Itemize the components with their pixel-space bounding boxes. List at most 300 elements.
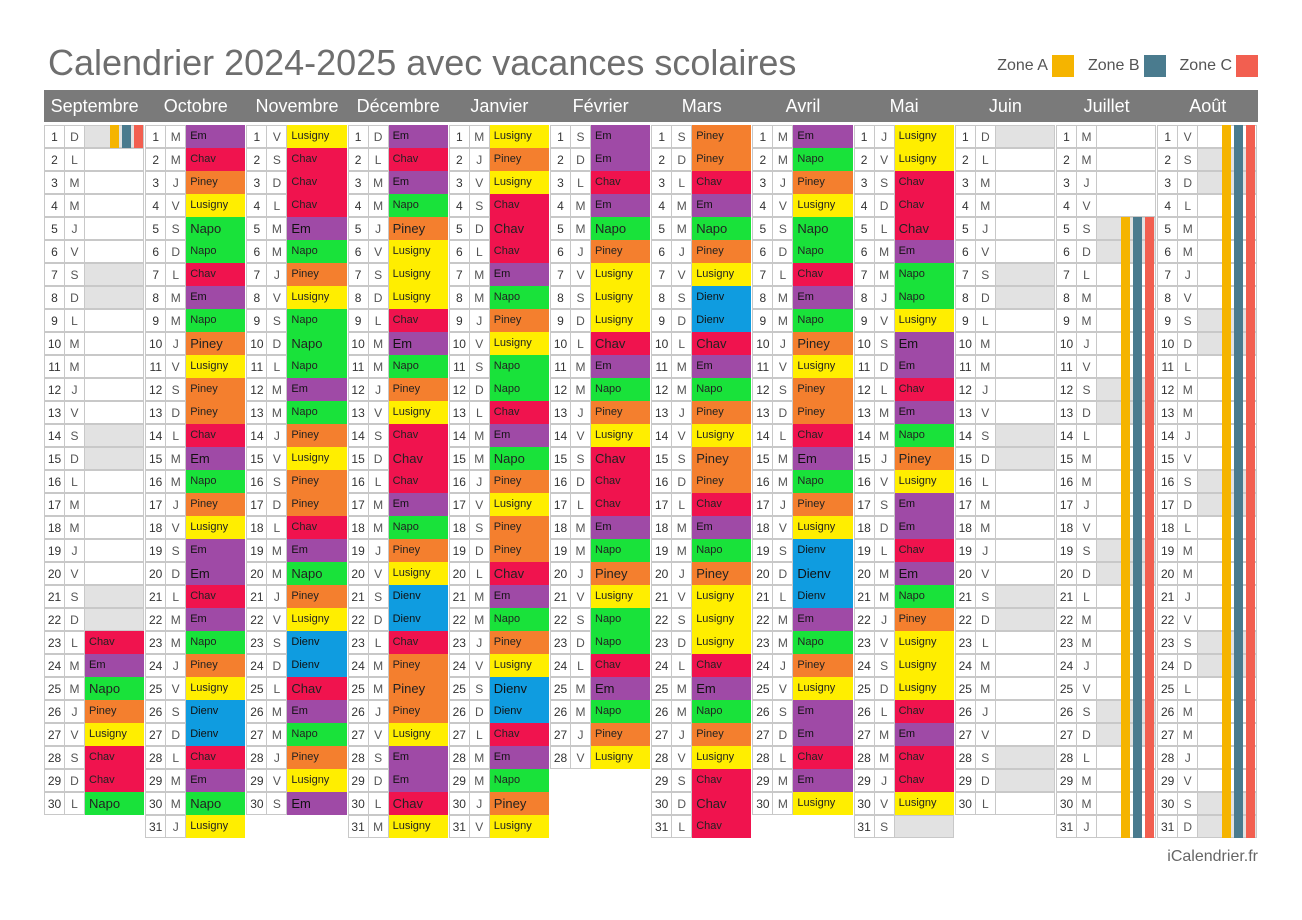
day-number: 19	[854, 539, 875, 562]
day-letter: J	[672, 723, 692, 746]
day-number: 3	[246, 171, 267, 194]
day-event: Chav	[591, 493, 650, 516]
day-letter: L	[976, 470, 996, 493]
day-number: 11	[246, 355, 267, 378]
day-event: Dienv	[389, 608, 448, 631]
day-number: 8	[752, 286, 773, 309]
day-number: 4	[348, 194, 369, 217]
day-event: Lusigny	[692, 585, 751, 608]
day-letter: S	[1077, 217, 1097, 240]
day-event: Piney	[389, 700, 448, 723]
day-letter: J	[1178, 424, 1198, 447]
day-number: 27	[955, 723, 976, 746]
day-letter: M	[369, 654, 389, 677]
day-number: 24	[246, 654, 267, 677]
day-event: Napo	[186, 792, 245, 815]
day-event: Lusigny	[895, 309, 954, 332]
day-number: 9	[1157, 309, 1178, 332]
day-number: 3	[449, 171, 470, 194]
day-event: Piney	[287, 585, 346, 608]
day-number: 7	[449, 263, 470, 286]
day-letter: M	[672, 516, 692, 539]
day-letter: S	[470, 194, 490, 217]
day-number: 12	[854, 378, 875, 401]
day-number: 24	[955, 654, 976, 677]
day-letter: L	[166, 263, 186, 286]
day-number: 25	[752, 677, 773, 700]
day-letter: V	[571, 424, 591, 447]
day-number: 27	[854, 723, 875, 746]
day-letter: D	[773, 401, 793, 424]
day-event: Lusigny	[490, 125, 549, 148]
day-letter: L	[65, 309, 85, 332]
day-number: 21	[955, 585, 976, 608]
day-event: Em	[85, 654, 144, 677]
day-letter: S	[1077, 700, 1097, 723]
day-empty	[996, 792, 1055, 815]
day-event: Em	[287, 217, 346, 240]
day-letter: L	[1178, 677, 1198, 700]
day-number: 23	[449, 631, 470, 654]
day-letter: V	[267, 286, 287, 309]
day-number: 28	[348, 746, 369, 769]
day-number: 20	[449, 562, 470, 585]
day-number: 18	[854, 516, 875, 539]
day-number: 5	[44, 217, 65, 240]
day-number: 15	[44, 447, 65, 470]
day-letter: D	[65, 286, 85, 309]
day-number: 10	[44, 332, 65, 355]
day-empty	[996, 746, 1055, 769]
day-number: 2	[1157, 148, 1178, 171]
day-number: 10	[1157, 332, 1178, 355]
day-letter: L	[369, 792, 389, 815]
day-number: 23	[1157, 631, 1178, 654]
day-event: Em	[793, 286, 852, 309]
day-empty	[996, 263, 1055, 286]
day-number: 27	[1056, 723, 1077, 746]
day-empty	[85, 562, 144, 585]
day-number: 18	[44, 516, 65, 539]
day-event: Piney	[186, 493, 245, 516]
day-number: 7	[1157, 263, 1178, 286]
day-letter: V	[65, 240, 85, 263]
day-letter: M	[1077, 792, 1097, 815]
day-letter: S	[1178, 470, 1198, 493]
day-number: 2	[145, 148, 166, 171]
day-event: Chav	[389, 447, 448, 470]
day-letter: J	[470, 792, 490, 815]
day-number: 30	[854, 792, 875, 815]
day-letter: M	[976, 171, 996, 194]
day-letter: M	[773, 470, 793, 493]
day-empty	[996, 332, 1055, 355]
day-number: 10	[145, 332, 166, 355]
day-letter: V	[65, 401, 85, 424]
day-number: 26	[955, 700, 976, 723]
day-number: 2	[651, 148, 672, 171]
day-number: 21	[752, 585, 773, 608]
day-event: Napo	[692, 700, 751, 723]
day-letter: V	[1077, 194, 1097, 217]
day-number: 27	[348, 723, 369, 746]
day-event: Dienv	[287, 654, 346, 677]
day-letter: M	[1178, 700, 1198, 723]
day-number: 11	[955, 355, 976, 378]
day-event: Lusigny	[186, 516, 245, 539]
day-number: 5	[145, 217, 166, 240]
day-number: 15	[955, 447, 976, 470]
day-number: 18	[1056, 516, 1077, 539]
day-number: 14	[348, 424, 369, 447]
day-empty	[996, 240, 1055, 263]
day-event: Lusigny	[793, 194, 852, 217]
day-event: Chav	[490, 194, 549, 217]
day-letter: M	[470, 746, 490, 769]
day-event: Napo	[895, 263, 954, 286]
day-letter: D	[166, 723, 186, 746]
day-number: 11	[449, 355, 470, 378]
day-number: 28	[1157, 746, 1178, 769]
day-letter: L	[571, 171, 591, 194]
day-letter: S	[267, 470, 287, 493]
day-letter: D	[267, 654, 287, 677]
day-number: 18	[145, 516, 166, 539]
day-letter: M	[267, 240, 287, 263]
day-event: Em	[591, 148, 650, 171]
day-event: Lusigny	[287, 608, 346, 631]
day-letter: M	[65, 516, 85, 539]
day-letter: L	[267, 355, 287, 378]
day-event: Chav	[591, 171, 650, 194]
day-letter: M	[166, 470, 186, 493]
day-letter: M	[875, 240, 895, 263]
day-event: Dienv	[692, 309, 751, 332]
day-event: Chav	[895, 769, 954, 792]
day-number: 1	[246, 125, 267, 148]
day-event: Napo	[793, 217, 852, 240]
day-empty	[85, 332, 144, 355]
day-event: Em	[490, 263, 549, 286]
day-letter: J	[571, 240, 591, 263]
day-letter: M	[773, 148, 793, 171]
day-event: Piney	[591, 723, 650, 746]
day-number: 29	[449, 769, 470, 792]
day-letter: D	[773, 723, 793, 746]
day-letter: J	[571, 401, 591, 424]
day-letter: M	[1077, 286, 1097, 309]
day-letter: L	[369, 309, 389, 332]
day-letter: J	[369, 700, 389, 723]
day-event: Chav	[490, 401, 549, 424]
day-number: 2	[449, 148, 470, 171]
day-event: Chav	[591, 470, 650, 493]
day-number: 29	[955, 769, 976, 792]
day-event: Lusigny	[591, 424, 650, 447]
day-event: Em	[591, 677, 650, 700]
day-event: Piney	[591, 401, 650, 424]
day-letter: M	[571, 378, 591, 401]
day-letter: V	[470, 815, 490, 838]
day-event: Piney	[692, 240, 751, 263]
day-letter: M	[267, 378, 287, 401]
day-letter: M	[369, 355, 389, 378]
day-number: 18	[449, 516, 470, 539]
day-number: 1	[44, 125, 65, 148]
day-empty	[996, 447, 1055, 470]
day-event: Lusigny	[793, 516, 852, 539]
day-number: 24	[550, 654, 571, 677]
day-event: Lusigny	[895, 792, 954, 815]
day-letter: M	[470, 424, 490, 447]
day-number: 28	[44, 746, 65, 769]
day-event: Piney	[287, 263, 346, 286]
day-number: 8	[145, 286, 166, 309]
day-event: Chav	[895, 217, 954, 240]
day-letter: L	[369, 148, 389, 171]
day-number: 30	[752, 792, 773, 815]
day-event: Lusigny	[793, 355, 852, 378]
day-number: 26	[752, 700, 773, 723]
day-number: 14	[145, 424, 166, 447]
day-empty	[996, 631, 1055, 654]
day-letter: D	[166, 562, 186, 585]
day-letter: L	[875, 378, 895, 401]
day-letter: S	[571, 286, 591, 309]
day-event: Dienv	[793, 539, 852, 562]
month-header: Novembre	[255, 96, 339, 116]
day-number: 12	[651, 378, 672, 401]
day-letter: J	[470, 148, 490, 171]
day-number: 8	[348, 286, 369, 309]
day-event: Em	[389, 171, 448, 194]
day-number: 17	[44, 493, 65, 516]
day-number: 18	[348, 516, 369, 539]
day-number: 11	[44, 355, 65, 378]
day-letter: J	[1178, 746, 1198, 769]
day-number: 16	[955, 470, 976, 493]
day-letter: M	[976, 194, 996, 217]
day-letter: L	[65, 470, 85, 493]
day-letter: S	[369, 746, 389, 769]
day-number: 30	[1157, 792, 1178, 815]
day-event: Lusigny	[186, 677, 245, 700]
day-letter: L	[267, 516, 287, 539]
day-letter: D	[470, 378, 490, 401]
day-letter: S	[672, 608, 692, 631]
day-number: 19	[752, 539, 773, 562]
day-letter: M	[267, 217, 287, 240]
day-number: 30	[651, 792, 672, 815]
day-event: Chav	[692, 769, 751, 792]
month-header: Octobre	[163, 96, 228, 116]
day-event: Em	[591, 516, 650, 539]
day-letter: L	[672, 654, 692, 677]
day-number: 26	[44, 700, 65, 723]
day-empty	[996, 355, 1055, 378]
day-letter: S	[773, 539, 793, 562]
day-letter: M	[672, 539, 692, 562]
day-letter: L	[672, 171, 692, 194]
day-letter: J	[267, 263, 287, 286]
day-letter: M	[1077, 125, 1097, 148]
day-number: 20	[1157, 562, 1178, 585]
day-letter: M	[875, 401, 895, 424]
day-letter: J	[470, 309, 490, 332]
day-event: Lusigny	[591, 263, 650, 286]
day-event: Lusigny	[490, 171, 549, 194]
day-number: 16	[1056, 470, 1077, 493]
day-letter: J	[571, 562, 591, 585]
day-letter: M	[369, 516, 389, 539]
day-number: 17	[955, 493, 976, 516]
day-event: Em	[186, 769, 245, 792]
day-number: 27	[752, 723, 773, 746]
day-letter: J	[1077, 493, 1097, 516]
day-letter: S	[672, 769, 692, 792]
day-number: 6	[449, 240, 470, 263]
day-letter: V	[65, 723, 85, 746]
day-letter: J	[166, 332, 186, 355]
day-event: Napo	[793, 631, 852, 654]
day-number: 23	[348, 631, 369, 654]
day-event: Piney	[186, 401, 245, 424]
day-number: 28	[651, 746, 672, 769]
day-letter: S	[369, 424, 389, 447]
zone-legend	[997, 55, 1258, 77]
day-letter: J	[672, 240, 692, 263]
day-letter: M	[773, 792, 793, 815]
day-letter: D	[875, 677, 895, 700]
day-number: 17	[752, 493, 773, 516]
day-letter: M	[470, 125, 490, 148]
day-number: 5	[1056, 217, 1077, 240]
day-letter: L	[571, 654, 591, 677]
day-empty	[85, 585, 144, 608]
day-number: 28	[1056, 746, 1077, 769]
day-number: 29	[44, 769, 65, 792]
day-event: Lusigny	[591, 286, 650, 309]
holiday-stripe-zone-b	[1234, 125, 1243, 838]
day-letter: M	[1178, 240, 1198, 263]
day-number: 18	[651, 516, 672, 539]
day-event: Piney	[287, 470, 346, 493]
day-number: 30	[145, 792, 166, 815]
day-letter: S	[470, 355, 490, 378]
day-event: Chav	[692, 815, 751, 838]
day-letter: D	[1178, 493, 1198, 516]
day-letter: V	[875, 631, 895, 654]
day-event: Napo	[692, 378, 751, 401]
day-empty	[996, 677, 1055, 700]
day-number: 22	[955, 608, 976, 631]
day-number: 21	[1157, 585, 1178, 608]
day-number: 7	[651, 263, 672, 286]
day-number: 24	[145, 654, 166, 677]
day-number: 4	[854, 194, 875, 217]
day-number: 12	[449, 378, 470, 401]
day-number: 13	[854, 401, 875, 424]
day-number: 16	[1157, 470, 1178, 493]
day-event: Piney	[490, 792, 549, 815]
day-event: Napo	[793, 470, 852, 493]
day-number: 8	[550, 286, 571, 309]
day-empty	[996, 424, 1055, 447]
day-number: 30	[246, 792, 267, 815]
day-empty	[996, 217, 1055, 240]
day-number: 3	[44, 171, 65, 194]
day-number: 9	[854, 309, 875, 332]
day-letter: J	[267, 424, 287, 447]
day-letter: D	[1178, 171, 1198, 194]
legend-zone-c	[1180, 55, 1258, 77]
day-number: 14	[44, 424, 65, 447]
day-number: 18	[955, 516, 976, 539]
day-letter: S	[773, 700, 793, 723]
day-number: 3	[145, 171, 166, 194]
day-number: 14	[854, 424, 875, 447]
day-letter: L	[875, 217, 895, 240]
day-number: 17	[449, 493, 470, 516]
day-number: 18	[550, 516, 571, 539]
day-number: 16	[550, 470, 571, 493]
day-letter: M	[1077, 470, 1097, 493]
day-number: 29	[1157, 769, 1178, 792]
day-letter: D	[267, 171, 287, 194]
day-number: 24	[449, 654, 470, 677]
day-event: Chav	[389, 631, 448, 654]
day-letter: M	[1077, 769, 1097, 792]
day-number: 10	[449, 332, 470, 355]
day-event: Piney	[287, 493, 346, 516]
day-number: 6	[651, 240, 672, 263]
day-number: 10	[854, 332, 875, 355]
day-number: 13	[1056, 401, 1077, 424]
footer-brand: iCalendrier.fr	[1167, 848, 1258, 865]
month-header: Avril	[785, 96, 821, 116]
day-number: 16	[651, 470, 672, 493]
day-letter: L	[65, 631, 85, 654]
day-number: 28	[550, 746, 571, 769]
day-letter: J	[267, 746, 287, 769]
day-letter: J	[65, 539, 85, 562]
day-letter: V	[369, 401, 389, 424]
day-event: Chav	[389, 309, 448, 332]
day-empty	[85, 378, 144, 401]
day-number: 15	[145, 447, 166, 470]
day-event: Chav	[389, 148, 448, 171]
day-number: 25	[854, 677, 875, 700]
day-letter: S	[571, 608, 591, 631]
day-letter: S	[267, 631, 287, 654]
day-letter: V	[369, 723, 389, 746]
day-event: Lusigny	[895, 148, 954, 171]
day-empty	[85, 493, 144, 516]
day-letter: M	[1077, 608, 1097, 631]
day-empty	[996, 723, 1055, 746]
day-event: Em	[186, 562, 245, 585]
day-number: 12	[348, 378, 369, 401]
day-number: 15	[246, 447, 267, 470]
day-event: Lusigny	[186, 194, 245, 217]
day-event: Napo	[287, 240, 346, 263]
day-number: 23	[854, 631, 875, 654]
day-number: 21	[651, 585, 672, 608]
day-number: 12	[1056, 378, 1077, 401]
day-number: 26	[550, 700, 571, 723]
day-letter: V	[571, 746, 591, 769]
day-number: 22	[44, 608, 65, 631]
